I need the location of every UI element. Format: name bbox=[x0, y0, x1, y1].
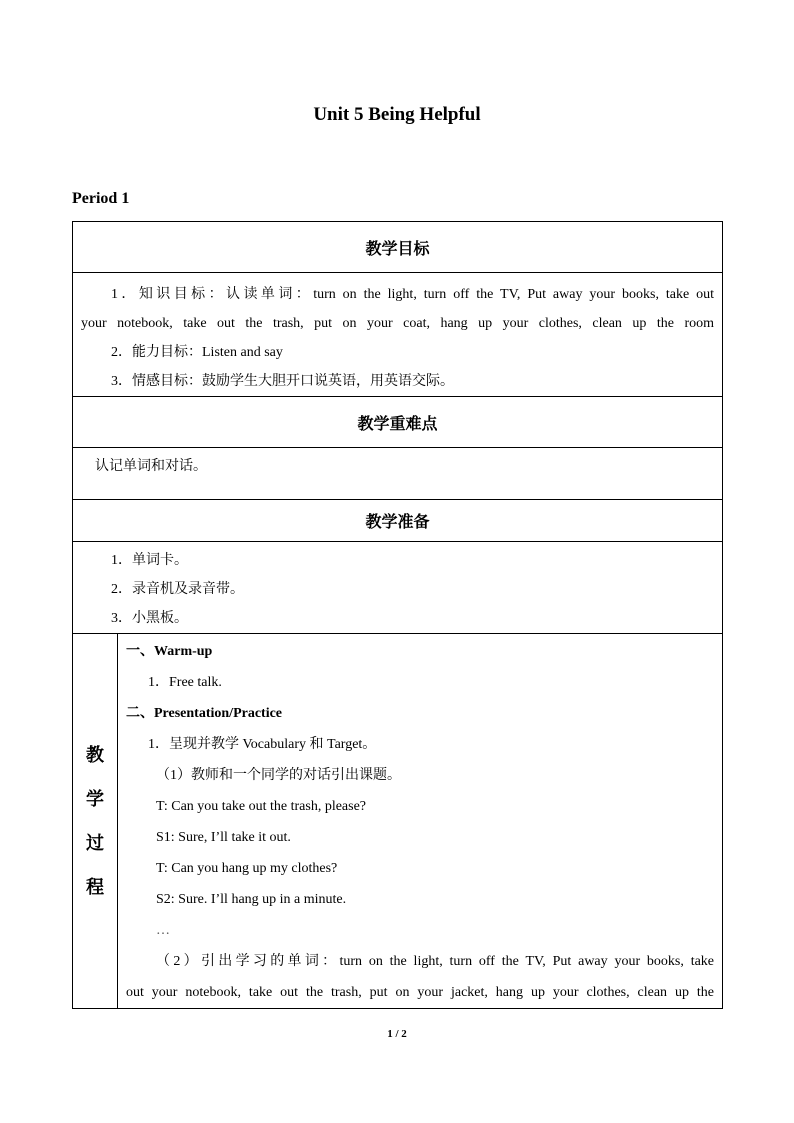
preparation-item: 2．录音机及录音带。 bbox=[111, 582, 244, 597]
difficulties-header: 教学重难点 bbox=[73, 397, 723, 448]
preparation-item: 3．小黑板。 bbox=[111, 611, 188, 626]
sub-step: （2）引出学习的单词：turn on the light, turn off the TV, Put away your books, take bbox=[156, 954, 715, 969]
period-label: Period 1 bbox=[72, 190, 130, 207]
preparation-cell bbox=[73, 542, 723, 634]
objective-line: your notebook, take out the trash, put on your coat, hang up your clothes, clean up the room bbox=[81, 316, 715, 331]
process-cell bbox=[118, 634, 723, 1009]
preparation-item: 1．单词卡。 bbox=[111, 553, 188, 568]
side-char: 学 bbox=[86, 789, 104, 809]
side-char: 程 bbox=[86, 877, 104, 897]
objective-line: 1．知识目标：认读单词：turn on the light, turn off the TV, Put away your books, take out bbox=[111, 287, 715, 302]
warmup-title: 一、Warm-up bbox=[126, 644, 213, 659]
objective-line: 2．能力目标：Listen and say bbox=[111, 345, 283, 360]
side-char: 过 bbox=[86, 833, 104, 853]
sub-step-continued: out your notebook, take out the trash, put on your jacket, hang up your clothes, clean up the bbox=[126, 985, 715, 1000]
dialog-line: … bbox=[156, 923, 170, 938]
preparation-header: 教学准备 bbox=[73, 500, 723, 542]
sub-step: （1）教师和一个同学的对话引出课题。 bbox=[156, 768, 401, 783]
presentation-title: 二、Presentation/Practice bbox=[126, 706, 283, 721]
objective-line: 3．情感目标：鼓励学生大胆开口说英语，用英语交际。 bbox=[111, 374, 454, 389]
difficulties-text: 认记单词和对话。 bbox=[95, 459, 207, 474]
objectives-cell bbox=[73, 273, 723, 397]
page-number: 1 / 2 bbox=[387, 1028, 407, 1040]
warmup-item: 1．Free talk. bbox=[148, 675, 222, 690]
objectives-header: 教学目标 bbox=[73, 222, 723, 273]
dialog-line: S1: Sure, I’ll take it out. bbox=[156, 830, 291, 845]
lesson-plan-table bbox=[72, 221, 723, 1009]
difficulties-cell bbox=[73, 448, 723, 500]
dialog-line: T: Can you take out the trash, please? bbox=[156, 799, 367, 814]
side-char: 教 bbox=[86, 745, 104, 765]
document-title: Unit 5 Being Helpful bbox=[313, 104, 481, 125]
process-side-label bbox=[73, 634, 118, 1009]
dialog-line: T: Can you hang up my clothes? bbox=[156, 861, 338, 876]
dialog-line: S2: Sure. I’ll hang up in a minute. bbox=[156, 892, 347, 907]
step-item: 1．呈现并教学 Vocabulary 和 Target。 bbox=[148, 737, 377, 752]
